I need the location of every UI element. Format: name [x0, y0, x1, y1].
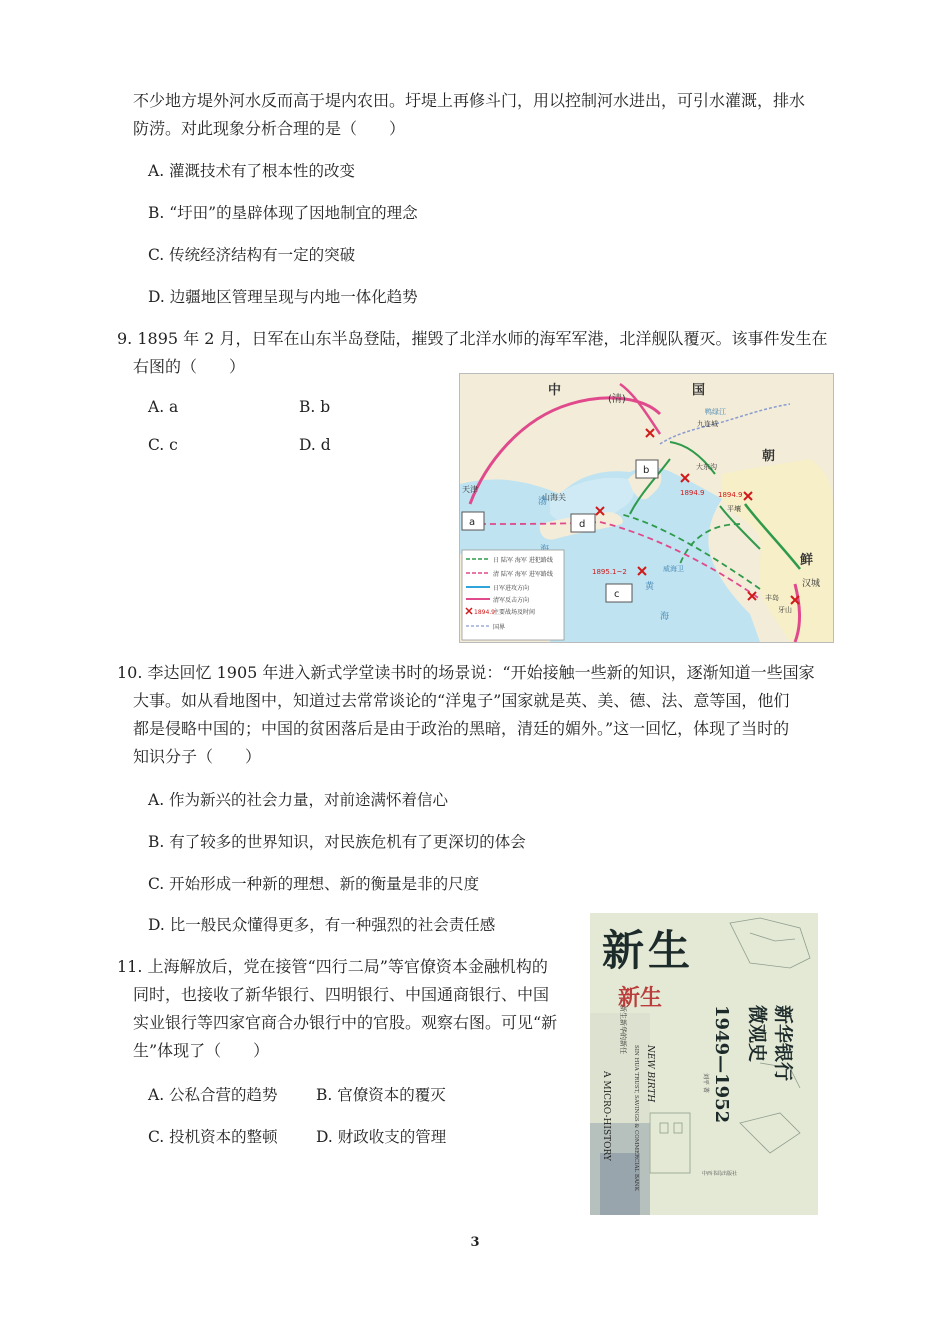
q10-option-a[interactable]: A. 作为新兴的社会力量，对前途满怀着信心 — [148, 791, 449, 809]
map-box-d — [571, 514, 595, 532]
svg-text:国界: 国界 — [493, 624, 506, 631]
map-label-jiuliancheng: 九连城 — [697, 420, 718, 428]
map-label-yalu: 鸭绿江 — [705, 408, 726, 416]
map-label-yashan: 牙山 — [778, 606, 792, 614]
svg-text:a: a — [469, 517, 476, 528]
map-legend — [462, 550, 564, 640]
svg-text:主要战场及时间: 主要战场及时间 — [493, 609, 536, 616]
q10-option-b[interactable]: B. 有了较多的世界知识，对民族危机有了更深切的体会 — [148, 833, 526, 851]
q10-stem-line-1: 10. 李达回忆 1905 年进入新式学堂读书时的场景说：“开始接触一些新的知识，逐渐知道一些国家 — [117, 663, 815, 682]
q11-stem-line-2: 同时，也接收了新华银行、四明银行、中国通商银行、中国 — [133, 985, 550, 1004]
map-date-1: 1894.9 — [680, 489, 705, 497]
cover-red-seal: 新生 — [618, 985, 663, 1011]
q10-stem-line-3: 都是侵略中国的；中国的贫困落后是由于政治的黑暗，清廷的媚外。”这一回忆，体现了当时的 — [133, 719, 790, 738]
map-box-b — [636, 460, 658, 478]
map-label-guo: 国 — [692, 383, 706, 398]
q9-option-c[interactable]: C. c — [148, 436, 178, 454]
q11-stem-line-3: 实业银行等四家官商合办银行中的官股。观察右图。可见“新 — [133, 1013, 558, 1032]
sino-japanese-war-map — [459, 373, 834, 643]
svg-text:陆军 海军 进犯路线: 陆军 海军 进犯路线 — [501, 557, 553, 564]
q8-stem-line-2: 防涝。对此现象分析合理的是（ ） — [133, 119, 406, 138]
map-label-weihaiwei: 威海卫 — [663, 565, 684, 573]
q10-option-c[interactable]: C. 开始形成一种新的理想、新的衡量是非的尺度 — [148, 875, 480, 893]
book-cover-image — [590, 913, 818, 1215]
q11-option-b[interactable]: B. 官僚资本的覆灭 — [316, 1086, 446, 1104]
svg-text:清军反击方向: 清军反击方向 — [493, 597, 530, 604]
map-box-c — [606, 584, 632, 602]
svg-text:1894.9: 1894.9 — [474, 609, 495, 616]
svg-text:日军进攻方向: 日军进攻方向 — [493, 585, 530, 592]
map-label-tianjin: 天津 — [462, 485, 478, 494]
map-label-xian: 鲜 — [800, 553, 814, 568]
map-label-fengdao: 丰岛 — [765, 594, 779, 602]
map-label-shanhaiguan: 山海关 — [542, 493, 566, 502]
q10-stem-line-4: 知识分子（ ） — [133, 747, 262, 766]
map-label-qing: (清) — [608, 394, 626, 405]
map-label-hai-2: 海 — [660, 612, 670, 622]
q9-option-d[interactable]: D. d — [299, 436, 331, 454]
q9-option-b[interactable]: B. b — [299, 398, 331, 416]
cover-small-vertical: 新生新华的新任 — [619, 1005, 627, 1054]
q10-stem-line-2: 大事。如从看地图中，知道过去常常谈论的“洋鬼子”国家就是英、美、德、法、意等国，他们 — [133, 691, 790, 710]
q9-stem-line-1: 9. 1895 年 2 月，日军在山东半岛登陆，摧毁了北洋水师的海军军港，北洋舰队覆灭。该事件发生在 — [117, 329, 828, 348]
cover-eng-title: NEW BIRTH — [645, 1045, 655, 1103]
cover-eng-subtitle: A MICRO-HISTORY — [601, 1071, 611, 1161]
q8-option-d[interactable]: D. 边疆地区管理呈现与内地一体化趋势 — [148, 288, 418, 306]
q11-option-a[interactable]: A. 公私合营的趋势 — [148, 1086, 278, 1104]
svg-text:c: c — [614, 589, 620, 600]
q11-stem-line-4: 生”体现了（ ） — [133, 1041, 270, 1060]
cover-years: 1949—1952 — [711, 1005, 732, 1124]
cover-subtitle: 微观史 — [746, 1005, 768, 1063]
map-date-3: 1895.1~2 — [592, 568, 627, 576]
map-label-chao: 朝 — [762, 449, 776, 464]
q8-option-a[interactable]: A. 灌溉技术有了根本性的改变 — [148, 162, 356, 180]
q8-option-b[interactable]: B. “圩田”的垦辟体现了因地制宜的理念 — [148, 204, 418, 222]
page-number: 3 — [470, 1235, 480, 1250]
q9-stem-line-2: 右图的（ ） — [133, 357, 246, 376]
map-date-2: 1894.9 — [718, 491, 743, 499]
map-label-huang: 黄 — [645, 582, 655, 592]
svg-text:清: 清 — [493, 571, 500, 578]
map-label-bo: 渤 — [538, 497, 548, 507]
cover-series-title: 新华银行 — [772, 1005, 794, 1082]
svg-text:d: d — [579, 519, 586, 530]
q11-stem-line-1: 11. 上海解放后，党在接管“四行二局”等官僚资本金融机构的 — [117, 957, 548, 976]
map-label-dadonggou: 大东沟 — [696, 463, 717, 471]
cover-author: 刘平 著 — [702, 1073, 709, 1093]
q8-stem-line-1: 不少地方堤外河水反而高于堤内农田。圩堤上再修斗门，用以控制河水进出，可引水灌溉，排水 — [133, 91, 806, 110]
q9-option-a[interactable]: A. a — [148, 398, 179, 416]
svg-text:陆军 海军 进军路线: 陆军 海军 进军路线 — [501, 571, 553, 578]
map-label-china: 中 — [548, 383, 562, 398]
q11-option-c[interactable]: C. 投机资本的整顿 — [148, 1128, 278, 1146]
map-box-a — [462, 512, 484, 530]
q8-option-c[interactable]: C. 传统经济结构有一定的突破 — [148, 246, 356, 264]
map-label-hancheng: 汉城 — [802, 579, 821, 589]
svg-text:b: b — [643, 465, 650, 476]
cover-publisher: 中西书局出版社 — [702, 1171, 738, 1177]
q11-option-d[interactable]: D. 财政收支的管理 — [316, 1128, 447, 1146]
cover-eng-bank: SIN HUA TRUST, SAVINGS & COMMERCIAL BANK — [633, 1045, 639, 1191]
q10-option-d[interactable]: D. 比一般民众懂得更多，有一种强烈的社会责任感 — [148, 916, 496, 934]
svg-text:日: 日 — [493, 557, 500, 564]
map-label-pingrang: 平壤 — [727, 505, 741, 513]
cover-big-title: 新生 — [602, 926, 695, 975]
